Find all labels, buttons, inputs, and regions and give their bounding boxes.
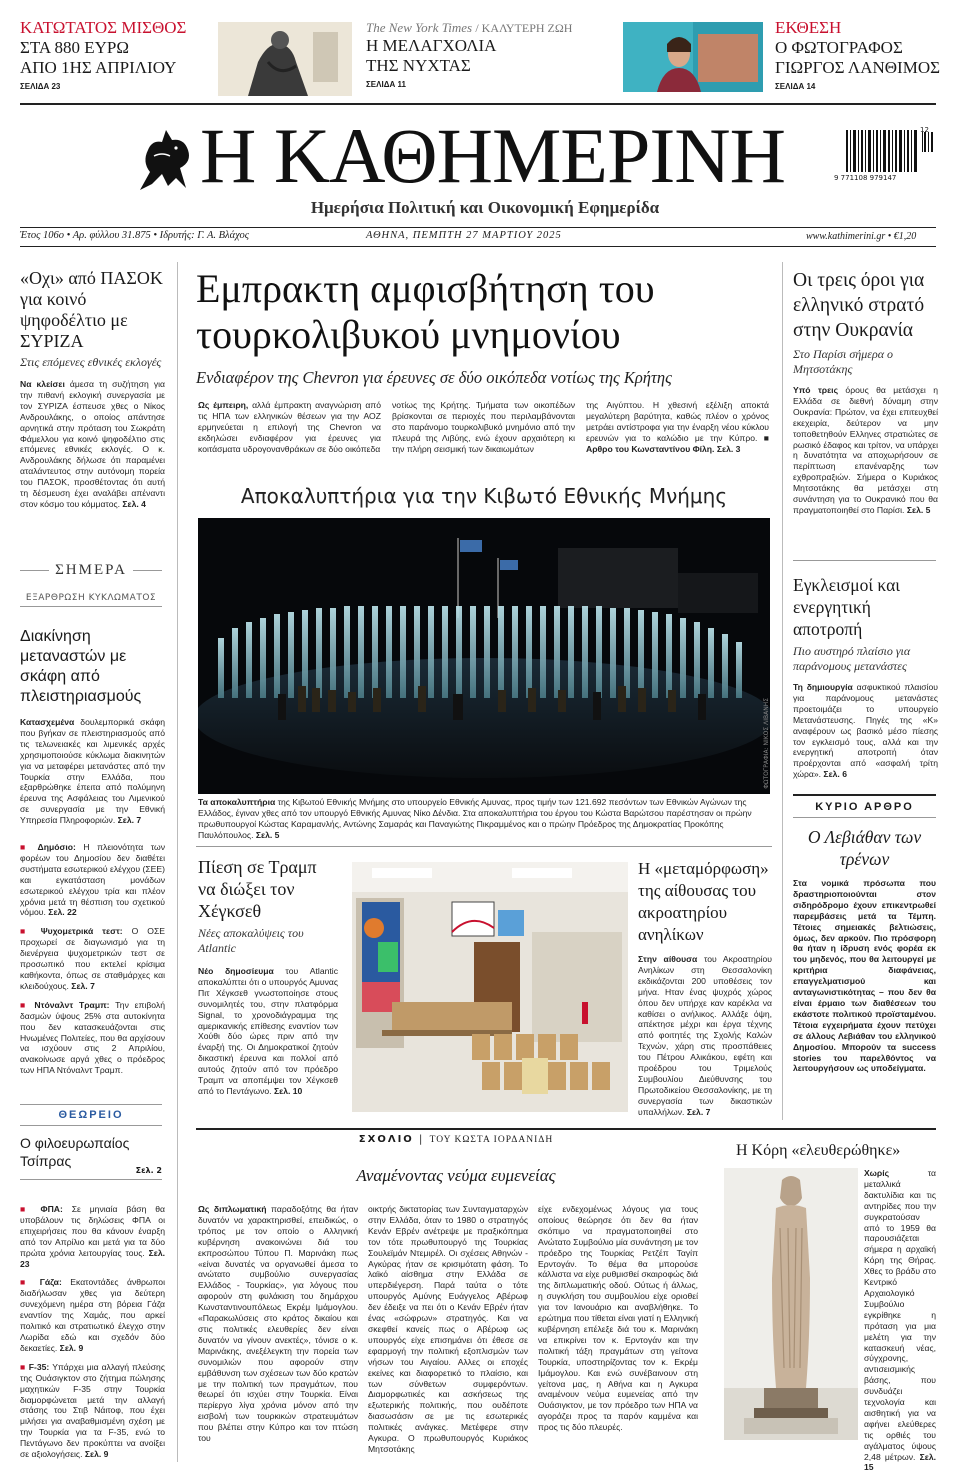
left-bottom-briefs <box>20 1204 165 1460</box>
left-lead-title: «Οχι» από ΠΑΣΟΚ για κοινό ψηφοδέλτιο με ΣΥΡΙΖΑ <box>20 268 163 351</box>
brief-page: Σελ. 9 <box>84 1449 109 1460</box>
main-col-2: νοτίως της Κρήτης. Τμήματα των οικοπέδων βρίσκονται σε περιοχές που περιλαμβάνονται στο παράνομο τουρκολιβυκό μνημόνιο από την πλευρά της Λιβύης, ενώ έχουν αρχαιότερη κι την πλήρη σεισμική των δικαιωμάτων <box>392 400 575 454</box>
brief-body: Την επιβολή δασμών ύψους 25% στα αυτοκίνητα που δεν κατασκευάζονται στις Ηνωμένες Πολιτείες, που θα αρχίσουν να ισχύουν στις 2 Απριλίου, ανακοίνωσε αργά χθες ο πρόεδρος των ΗΠΑ Ντόναλντ Τραμπ. <box>20 999 165 1076</box>
today-page: Σελ. 7 <box>117 815 142 826</box>
brief-body: Ο ΟΣΕ προχωρεί σε διαγωνισμό για τη διενέργεια ψυχομετρικών τεστ σε προσωπικό που εκτελεί κρίσιμα καθήκοντα, όπως σε σταθμάρχες και κλειδούχους. <box>20 926 165 991</box>
trump-page: Σελ. 10 <box>273 1085 303 1096</box>
brief-page: Σελ. 23 <box>20 1247 165 1269</box>
promo-2-line1: Η ΜΕΛΑΓΧΟΛΙΑ <box>366 36 497 55</box>
brief-item[interactable]: ■ Ψυχομετρικά τεστ: Ο ΟΣΕ προχωρεί σε διαγωνισμό για τη διενέργεια ψυχομετρικών τεστ σε προσωπικό που εκτελεί κρίσιμα καθήκοντα, όπως σε σταθμάρχες και κλειδούχους. Σελ. 7 <box>20 926 165 991</box>
promo-3-title: ΕΚΘΕΣΗ <box>775 18 842 37</box>
left-lead-body <box>20 379 165 510</box>
brief-item[interactable]: ■ Ντόναλντ Τραμπ: Την επιβολή δασμών ύψους 25% στα αυτοκίνητα που δεν κατασκευάζονται στις Ηνωμένες Πολιτείες, που θα αρχίσουν να ισχύουν στις 2 Απριλίου, ανακοίνωσε αργά χθες ο πρόεδρος των ΗΠΑ Ντόναλντ Τραμπ. <box>20 999 165 1076</box>
promo-2[interactable] <box>366 20 606 100</box>
main-col-3-author: ■ Αρθρο του Κωνσταντίνου Φίλη. <box>586 432 769 454</box>
editorial-label: ΚΥΡΙΟ ΑΡΘΡΟ <box>815 801 914 813</box>
brief-title: Δημόσιο: <box>37 842 76 852</box>
promo-1-title: ΚΑΤΩΤΑΤΟΣ ΜΙΣΘΟΣ <box>20 18 187 37</box>
main-subhead: Ενδιαφέρον της Chevron για έρευνες σε δύο οικόπεδα νοτίως της Κρήτης <box>196 368 672 387</box>
main-col-1-text: αλλά έμπρακτη αναγνώριση από τις ΗΠΑ των ελληνικών θέσεων για την ΑΟΖ ερμηνεύεται η επιλογή της Chevron να εκδηλώσει ενδιαφέρον για έρευνες για κοιτάσματα υδρογονανθράκων σε δύο οικόπεδα <box>198 400 381 454</box>
promo-2-line2: ΤΗΣ ΝΥΧΤΑΣ <box>366 56 471 75</box>
right-lead-story[interactable] <box>793 268 938 516</box>
today-label: ΣΗΜΕΡΑ <box>55 562 127 578</box>
trump-body <box>198 966 338 1097</box>
masthead-info-right: www.kathimerini.gr • €1,20 <box>806 231 917 242</box>
right-lead-body-lead: Υπό τρεις <box>793 385 839 395</box>
hall-body-lead: Στην αίθουσα <box>638 954 698 964</box>
comment-col-2: οικτρής δικτατορίας των Συνταγματαρχών στην Ελλάδα, όταν το 1980 ο στρατηγός Κενάν Εβρέν ανέτρεψε με πραξικόπημα τον τότε πρωθυπουργό της Τουρκίας Σουλεϊμάν Ντεμιρέλ. Οι σχέσεις Αθηνών - Αγκύρας ήταν σε κρισιμότατη φάση. Το λαϊκό αίσθημα στην Ελλάδα σε υπερδιέγερση. Παρά ταύτα ο τότε υπουργός Αμύνης Ευάγγελος Αβέρωφ δεν έδειξε να πει ότι ο Κενάν Εβρέν ήταν ένας «σώφρων» στρατηγός. Και να σκεφθεί κανείς πως ο Αβέρωφ ως υπουργός είχε επισημάνει ότι έθεσε σε εφαρμογή την πολιτική εξοπλισμών των νήσων του Αιγαίου. Αλλες οι εποχές εκείνες και διαφορετικό το πλαίσιο, και των σύνθετων συμφερόντων. Διαμορφωτικές και ασκήσεως της εξωτερικής πολιτικής, που ουδέποτε διασωσάσιν σε με τις εσωτερικές πολιτικές ανάγκες. Μετέφερε στην Αγκυρα. Ο πρωθυπουργός Κυριάκος Μητσοτάκης <box>368 1204 528 1454</box>
promo-3-line1: Ο ΦΩΤΟΓΡΑΦΟΣ <box>775 38 903 57</box>
today-body <box>20 717 165 826</box>
editorial-title: Ο Λεβιάθαν των τρένων <box>807 827 922 869</box>
photo-credit: ΦΩΤΟΓΡΑΦΙΑ: ΝΙΚΟΣ ΛΙΒΑΝΗΣ <box>763 698 770 789</box>
right-second-body-lead: Τη δημιουργία <box>793 682 853 692</box>
promo-3-line2: ΓΙΩΡΓΟΣ ΛΑΝΘΙΜΟΣ <box>775 58 940 77</box>
promo-2-section: / ΚΑΛΥΤΕΡΗ ΖΩΗ <box>475 21 573 35</box>
brief-item[interactable]: ■ F-35: Υπάρχει μια αλλαγή πλεύσης της Ουάσιγκτον στο ζήτημα πώλησης μαχητικών F-35 στην Τουρκία διαμορφώνεται μετά την αλλαγή στάσης του Στιβ Νάιτοφ, που έχει μιλήσει για αναβαθμισμένη σχέση με την Τουρκία για τα F-35, ενώ το Πεντάγωνο δεν προκύπτει να ανοίξει σε αξιολογήσεις. Σελ. 9 <box>20 1361 165 1460</box>
kore-statue-photo[interactable] <box>724 1168 858 1440</box>
kore-body-text: τα μεταλλικά δακτυλίδια και τις αντηρίδες που την συγκρατούσαν από το 1959 θα παρουσιάζεται σήμερα η αρχαϊκή Κόρη της Θήρας. Χθες το βράδυ στο Κεντρικό Αρχαιολογικό Συμβούλιο εγκρίθηκε η πρόταση για μια μελέτη για την κατασκευή νέας, σύγχρονης, αντισεισμικής βάσης, που συνδυάζει τεχνολογία και αισθητική για να αφήνει ελεύθερες τις ορθιές του αγάλματος ύψους 2,48 μέτρων. <box>864 1168 936 1462</box>
main-col-1 <box>198 400 381 455</box>
trump-body-lead: Νέο δημοσίευμα <box>198 966 274 976</box>
barcode-issue: 12 <box>920 126 929 134</box>
comment-col-1 <box>198 1204 358 1444</box>
promo-1[interactable] <box>20 18 195 98</box>
masthead-subtitle: Ημερήσια Πολιτική και Οικονομική Εφημερίδα <box>310 198 660 217</box>
today-story[interactable] <box>20 627 165 826</box>
right-lead-title: Οι τρεις όροι για ελληνικό στρατό στην Ουκρανία <box>793 270 925 341</box>
comment-col-1-lead: Ως διπλωματική <box>198 1204 267 1214</box>
brief-title: Ψυχομετρικά τεστ: <box>40 926 123 937</box>
kore-body <box>864 1168 936 1473</box>
photo-headline[interactable]: Αποκαλυπτήρια για την Κιβωτό Εθνικής Μνήμης <box>240 484 728 508</box>
comment-title[interactable]: Αναμένοντας νεύμα ευμενείας <box>356 1166 556 1185</box>
today-kicker: ΕΞΑΡΘΡΩΣΗ ΚΥΚΛΩΜΑΤΟΣ <box>25 593 157 603</box>
hall-title: Η «μεταμόρφωση» της αίθουσας του ακροατηρίου ανηλίκων <box>638 859 769 944</box>
today-body-text: δουλεμπορικά σκάφη που βγήκαν σε πλειστηριασμούς από τις τελωνειακές και λιμενικές αρχές χρησιμοποιούσε κύκλωμα διακινητών για να μεταφέρει μετανάστες από την Τουρκία στην Ελλάδα, που εξαρθρώθηκε έπειτα από πολύμηνη έρευνα της Ασφάλειας του Λιμενικού σε συνεργασία με την Εθνική Υπηρεσία Πληροφοριών. <box>20 717 165 826</box>
brief-title: ΦΠΑ: <box>40 1204 63 1214</box>
comment-author: ΤΟΥ ΚΩΣΤΑ ΙΟΡΔΑΝΙΔΗ <box>429 1135 554 1145</box>
photo-caption <box>198 797 770 841</box>
nyt-logo: The New York Times <box>366 20 473 35</box>
promo-1-line1: ΣΤΑ 880 ΕΥΡΩ <box>20 38 130 57</box>
photo-caption-lead: Τα αποκαλυπτήρια <box>198 797 276 807</box>
right-second-body <box>793 682 938 780</box>
left-lead-page: Σελ. 4 <box>122 498 146 509</box>
promo-2-page: ΣΕΛΙΔΑ 11 <box>366 80 406 89</box>
brief-body: Η πλειονότητα των φορέων του Δημοσίου δεν διαθέτει συστήματα εσωτερικού ελέγχου (ΣΕΕ) και εγκατάσταση μονάδων εσωτερικού ελέγχου τρία και πλέον χρόνια μετά τη θέσπιση του σχετικού νόμου. <box>20 842 166 918</box>
left-lead-story[interactable] <box>20 268 165 510</box>
theoreio-block[interactable] <box>20 1104 162 1180</box>
left-briefs <box>20 842 165 1076</box>
right-second-title: Εγκλεισμοί και ενεργητική αποτροπή <box>793 575 900 639</box>
main-col-3-page: Σελ. 3 <box>716 443 741 454</box>
brief-item[interactable]: ■ Δημόσιο: Η πλειονότητα των φορέων του Δημοσίου δεν διαθέτει συστήματα εσωτερικού ελέγχου (ΣΕΕ) και εγκατάσταση μονάδων εσωτερικού ελέγχου τρία και πλέον χρόνια μετά τη θέσπιση του σχετικού νόμου. Σελ. 22 <box>20 842 166 918</box>
right-divider-1 <box>793 560 936 561</box>
main-col-1-lead: Ως έμπειρη, <box>198 400 249 410</box>
masthead-rule-bottom <box>20 246 936 247</box>
today-section <box>20 562 162 607</box>
comment-label: ΣΧΟΛΙΟ <box>358 1134 414 1145</box>
monument-photo[interactable] <box>198 518 770 794</box>
main-col-3 <box>586 400 769 455</box>
barcode <box>832 126 936 190</box>
trump-story[interactable] <box>198 856 338 1097</box>
theoreio-page: Σελ. 2 <box>135 1166 162 1175</box>
griffin-logo-icon <box>132 122 194 194</box>
trump-title: Πίεση σε Τραμπ να διώξει τον Χέγκσεθ <box>198 857 317 921</box>
hall-page: Σελ. 7 <box>686 1106 711 1117</box>
left-lead-body-text: άμεσα τη συζήτηση για την πιθανή εκλογική συνεργασία με τον ΣΥΡΙΖΑ έσπευσε χθες ο Νίκος Ανδρουλάκης, ο οποίος απάντησε αρνητικά στην πρόταση του Σωκράτη Φάμελλου για κοινό ψηφοδέλτιο στις επόμενες εθνικές εκλογές. Ο κ. Ανδρουλάκης δήλωσε ότι παραμένει αταλάντευτος στην αυτόνομη πορεία του ΠΑΣΟΚ, προσθέτοντας ότι αυτή τη δέσμευση έχει αναλάβει απέναντι στον κόσμο του κόμματος. <box>20 379 165 509</box>
top-divider <box>20 103 936 105</box>
brief-page: Σελ. 7 <box>71 980 95 991</box>
brief-title: Ντόναλντ Τραμπ: <box>34 999 110 1010</box>
masthead-date: ΑΘΗΝΑ, ΠΕΜΠΤΗ 27 ΜΑΡΤΙΟΥ 2025 <box>366 230 562 241</box>
barcode-number: 9 771108 979147 <box>834 174 897 182</box>
today-title: Διακίνηση μεταναστών με σκάφη από πλειστηριασμούς <box>20 628 142 705</box>
comment-divider <box>196 1128 936 1130</box>
trump-body-text: του Atlantic αποκαλύπτει ότι ο υπουργός Αμυνας Πιτ Χέγκσεθ γνωστοποίησε στους συνομιλητές του, στην πλατφόρμα Signal, το χρονοδιάγραμμα της αμερικανικής επίθεσης εναντίον των Χούθι δύο ώρες πριν από την έναρξή της. Οι Δημοκρατικοί ζητούν δικαστική έρευνα και πολλοί από αυτούς ζητούν από τον πρόεδρο Τραμπ να αποπέμψει τον Χέγκσεθ από το Πεντάγωνο. <box>198 966 338 1096</box>
comment-col-1-text: παραδοξότης θα ήταν δυνατόν να χαρακτηρισθεί, επειδικώς, ο τρόπος με τον οποίο ο Αλληνική κυβέρνηση ανακοινώνει διά του εκπροσώπου Τύπου Π. Μαρινάκη πως «είναι δυνατές να οργανωθεί άμεσα το ανώτατο συμβούλιο συνεργασίας Ελλάδος - Τουρκίας», για λόγους που αφορούν στη φυλάκιση του δημάρχου Κωνσταντινουπόλεως Εκρέμ Ιμάμογλου. «Παρακωλύσεις στο κράτος δικαίου και στις πολιτικές ελευθερίες δεν είναι δυνατόν να γίνουν ανεκτές», τόνισε ο κ. Μαρινάκης, ανεξέλεγκτη την πορεία των συνομιλιών που αφορούν στην εμβάθυνση των σχέσεων των δύο κρατών με την πολιτική των πραγμάτων, που θεωρεί ότι ισχύει στην Τουρκία. Είναι περίεργο λίγα χρόνια μόνον από την εισβολή των τουρκικών στρατευμάτων που βλέπει στην Κύπρο και τον πτώση του <box>198 1204 358 1444</box>
editorial-block[interactable] <box>793 794 936 1074</box>
right-second-body-text: ασφυκτικού πλαισίου για παράνομους μετανάστες προετοιμάζει το υπουργείο Μετανάστευσης. Πηγές της «Κ» αναφέρουν ως βασικό μέσο πίεσης τον εγκλεισμό τους, αλλά και την ενεργητική αποτροπή όταν προέρχονται από «ασφαλή τρίτη χώρα». <box>793 682 938 780</box>
promo-3-photo[interactable] <box>623 22 763 92</box>
promo-3-page: ΣΕΛΙΔΑ 14 <box>775 82 816 91</box>
trump-subtitle: Νέες αποκαλύψεις του Atlantic <box>198 926 304 955</box>
comment-col-3: είχε ενδεχομένως λόγους για τους οποίους θεώρησε ότι δεν θα ήταν σκόπιμο να πραγματοποιηθεί στο Ανώτατο Συμβούλιο μία συνάντηση με τον πρόεδρο της Τουρκίας Ρετζέπ Ταγίπ Ερντογάν. Το θέμα θα μπορούσε κάλλιστα να είχε ρυθμισθεί σκαιροφώς διά της διπλωματικής οδού. Ούτως ή άλλως, η συγκλήση του συμβουλίου είχε οριοθεί για τον Ιανουάριο και αναβλήθηκε. Το ερώτημα που τίθεται είναι γιατί η Ελληνική κυβέρνηση επέλεξε διά του κ. Μαρινάκη να επικρίνει τον κ. Ερντογάν και την πολιτική τάξη πραγμάτων στη γείτονα Τουρκία, υποστηρίζοντας τον κ. Εκρέμ Ιμάμογλου. Και ενώ συνέβαινουν στη γείτονα μας, η Αθήνα και η Αγκυρα αναμένουν νεύμα ευμενείας από την Ουάσιγκτον, με τον πρόεδρο των ΗΠΑ να αγοράζει προς τα παρόν καμμένα και προς τις δύο πλευρές. <box>538 1204 698 1433</box>
brief-title: F-35: <box>28 1361 50 1372</box>
right-lead-page: Σελ. 5 <box>906 504 931 515</box>
hall-story[interactable] <box>638 858 772 1118</box>
comment-header: ΣΧΟΛΙΟ | ΤΟΥ ΚΩΣΤΑ ΙΟΡΔΑΝΙΔΗ <box>358 1134 554 1145</box>
right-column-divider <box>782 262 783 1120</box>
courtroom-photo[interactable] <box>352 862 628 1112</box>
left-column-divider <box>177 262 178 1462</box>
brief-item[interactable]: ■ Γάζα: Εκατοντάδες άνθρωποι διαδήλωσαν χθες για δεύτερη συνεχόμενη ημέρα στη βόρεια Γάζα εναντίον της Χαμάς, που αρκεί πολιτικό και στρατιωτικό έλεγχο στην Λωρίδα εδώ και σχεδόν δύο δεκαετίες. Σελ. 9 <box>20 1277 165 1353</box>
right-second-story[interactable] <box>793 574 938 780</box>
left-lead-subtitle: Στις επόμενες εθνικές εκλογές <box>20 355 162 369</box>
right-lead-body <box>793 385 938 516</box>
brief-body: Υπάρχει μια αλλαγή πλεύσης της Ουάσιγκτον στο ζήτημα πώλησης μαχητικών F-35 στην Τουρκία διαμορφώνεται μετά την αλλαγή στάσης του Στιβ Νάιτοφ, που έχει μιλήσει για αναβαθμισμένη σχέση με την Τουρκία για τα F-35, ενώ το Πεντάγωνο δεν προκύπτει να ανοίξει σε αξιολογήσεις. <box>20 1361 165 1460</box>
kore-page: Σελ. 15 <box>864 1451 936 1473</box>
promo-1-page: ΣΕΛΙΔΑ 23 <box>20 82 61 91</box>
brief-item[interactable]: ■ ΦΠΑ: Σε μηνιαία βάση θα υποβάλουν τις δηλώσεις ΦΠΑ οι επιχειρήσεις που θα κάνουν έναρξη από τον Απρίλιο και μετά για τα δύο πρώτα χρόνια λειτουργίας τους. Σελ. 23 <box>20 1204 165 1269</box>
brief-page: Σελ. 9 <box>59 1342 84 1353</box>
mid-divider <box>196 846 772 847</box>
promo-1-line2: ΑΠΟ 1ΗΣ ΑΠΡΙΛΙΟΥ <box>20 58 177 77</box>
main-col-3-text: της Αιγύπτου. Η χθεσινή εξέλιξη αποκτά μεγαλύτερη βαρύτητα, καθώς πλέον ο χρόνος μετράει αντίστροφα για την έναρξη νέου κύκλου ερευνών για το καλώδιο με την Κύπρο. <box>586 400 769 443</box>
theoreio-label: ΘΕΩΡΕΙΟ <box>58 1109 124 1121</box>
hall-body-text: του Ακροατηρίου Ανηλίκων στη Θεσσαλονίκη εκδικάζονται 200 υποθέσεις τον μήνα. Ηταν ένας ψυχρός χώρος όπου δεν υπήρχε καν καρέκλα να καθίσει ο ανήλικος. Αλλάξε όψη, απέκτησε μέχρι και έργα τέχνης από φοιτητές της Σχολής Καλών Τεχνών, χάρη στις προσπάθειες του Πέτρου Αλικάκου, εφέτη και προέδρου του Τριμελούς Συμβουλίου Διεύθυνσης του Πρωτοδικείου Θεσσαλονίκης, με τη συνεργασία των δικαστικών υπαλλήλων. <box>638 954 773 1117</box>
brief-body: Σε μηνιαία βάση θα υποβάλουν τις δηλώσεις ΦΠΑ οι επιχειρήσεις που θα κάνουν έναρξη από τον Απρίλιο και μετά για τα δύο πρώτα χρόνια λειτουργίας τους. <box>20 1204 165 1258</box>
promo-3[interactable] <box>775 18 950 98</box>
today-body-lead: Κατασχεμένα <box>20 717 75 727</box>
brief-body: Εκατοντάδες άνθρωποι διαδήλωσαν χθες για δεύτερη συνεχόμενη ημέρα στη βόρεια Γάζα εναντίον της Χαμάς, που αρκεί πολιτικό και στρατιωτικό έλεγχο στην Λωρίδα εδώ και σχεδόν δύο δεκαετίες. <box>20 1277 165 1353</box>
theoreio-title: Ο φιλοευρωπαίος Τσίπρας <box>20 1135 130 1169</box>
brief-title: Γάζα: <box>39 1277 62 1288</box>
main-headline[interactable]: Εμπρακτη αμφισβήτηση του τουρκολιβυκού μνημονίου <box>196 266 655 357</box>
masthead-rule-top <box>20 227 936 228</box>
hall-body <box>638 954 772 1118</box>
editorial-body: Στα νομικά πρόσωπα που δραστηριοποιούνται στον σιδηρόδρομο έχουν επικεντρωθεί παρεμβάσεις μετά τα Τέμπη. Τέτοιες σημειακές βελτιώσεις, όμως, δεν αρκούν. Πιο πρόσφορη θα ήταν η ίδρυση ενός φορέα εκ του μηδενός, που θα λειτουργεί με κριτήρια διαφάνειας, επαγγελματισμού και ανταγωνιστικότητας – που δεν θα είναι έρμαιο των διαθέσεων του εκάστοτε πολιτικού προϊσταμένου. Τέτοια εγχειρήματα έχουν πετύχει σε άλλους Λεβιάθαν του ελληνικού Δημοσίου. Μπορούν τα success stories του παρελθόντος να λειτουργήσουν ως υποδείγματα. <box>793 878 936 1074</box>
right-lead-body-text: όρους θα μετάσχει η Ελλάδα σε διεθνή δύναμη στην Ουκρανία: Πρώτον, να έχει επιτευχθεί εκεχειρία, δεύτερον να μην τοποθετηθούν Ελληνες στρατιώτες σε ρωσικό έδαφος και τρίτον, να υπάρχει η δυνατότητα να αποχωρήσουν σε περίπτωση επανέναρξης των εχθροπραξιών. Σήμερα ο Κυριάκος Μητσοτάκης θα μετάσχει στη συνάντηση για το Ουκρανικό που θα πραγματοποιηθεί στο Παρίσι. <box>793 385 938 515</box>
masthead-title: Η ΚΑΘΗΜΕΡΙΝΗ <box>200 112 785 199</box>
kore-body-lead: Χωρίς <box>864 1168 890 1178</box>
right-second-page: Σελ. 6 <box>823 769 847 780</box>
brief-page: Σελ. 22 <box>48 907 77 918</box>
right-second-subtitle: Πιο αυστηρό πλαίσιο για παράνομους μετανάστες <box>793 644 911 673</box>
photo-caption-text: της Κιβωτού Εθνικής Μνήμης στο υπουργείο Εθνικής Αμυνας, προς τιμήν των 121.692 πεσόντων των Εθνικών Αγώνων της Ελλάδος, έγιναν χθες από τον υπουργό Εθνικής Αμυνας Νίκο Δένδια. Στα αποκαλυπτήρια του έργου του Κώστα Βαρώτσου παρέστησαν οι πρώην πρωθυπουργοί Κώστας Καραμανλής, Αντώνης Σαμαράς και Παναγιώτης Πικραμμένος και ο πρώην Πρόεδρος της Δημοκρατίας Προκόπης Παυλόπουλος. <box>198 797 752 840</box>
kore-title[interactable]: Η Κόρη «ελευθερώθηκε» <box>736 1142 901 1159</box>
right-lead-subtitle: Στο Παρίσι σήμερα ο Μητσοτάκης <box>793 347 894 376</box>
photo-caption-page: Σελ. 5 <box>255 829 280 840</box>
masthead-info-left: Έτος 106ο • Αρ. φύλλου 31.875 • Ιδρυτής: Γ. Α. Βλάχος <box>20 230 250 241</box>
left-lead-body-lead: Να κλείσει <box>20 379 65 389</box>
promo-2-illustration[interactable] <box>218 22 352 96</box>
